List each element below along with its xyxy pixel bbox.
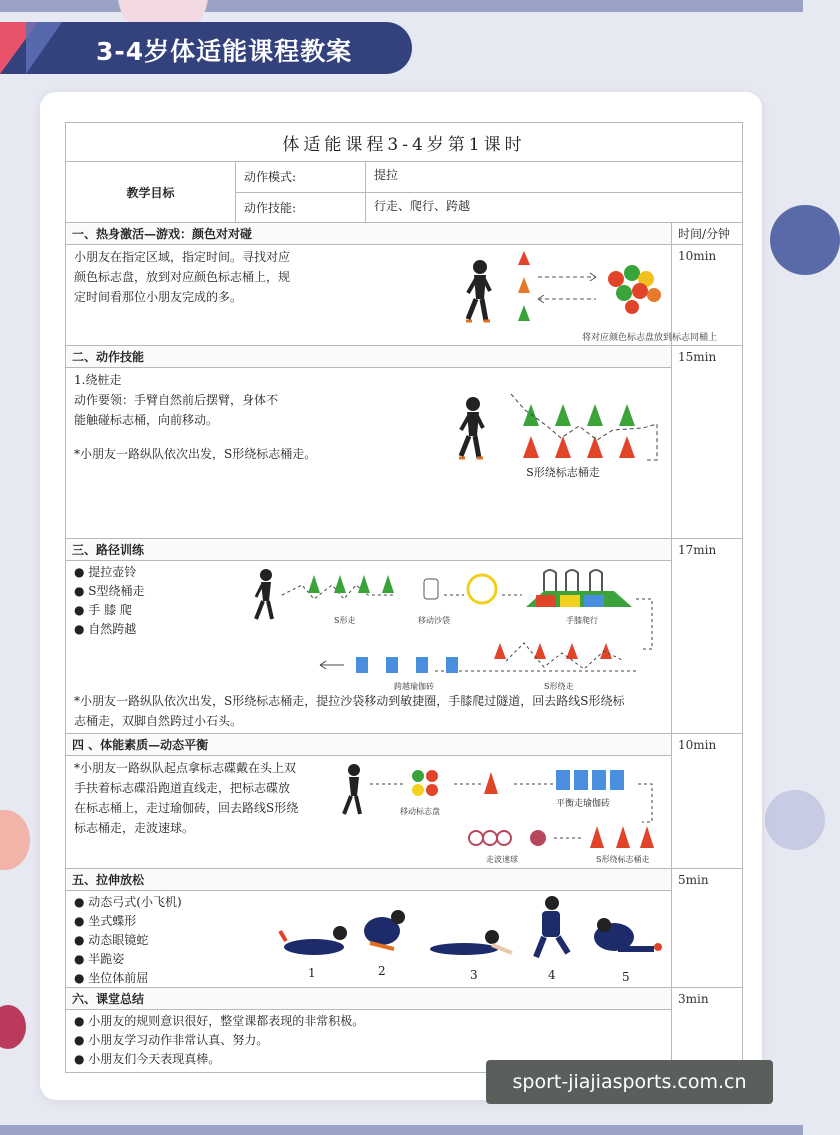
cone-red (518, 251, 530, 265)
movement-mode-value: 提拉 (366, 162, 743, 193)
document-title: 体适能课程3-4岁第1课时 (66, 123, 743, 162)
child-figure (459, 397, 483, 458)
section-description: 1.绕桩走 动作要领：手臂自然前后摆臂，身体不 能触碰标志桶，向前移动。 *小朋友一路纵队依次出发，S形绕标志桶走。 (74, 373, 317, 461)
list-item: ● 半跪姿 (74, 952, 125, 966)
list-item: ● 小朋友的规则意识很好，整堂课都表现的非常积极。 (74, 1014, 365, 1028)
decor-circle (770, 205, 840, 275)
agility-ring (468, 575, 496, 603)
bosu-balls (469, 830, 546, 846)
list-item: ● 坐式蝶形 (74, 914, 137, 928)
section-time: 10min (672, 245, 743, 346)
marker-disc-cluster (608, 265, 661, 314)
section-time: 5min (672, 869, 743, 988)
svg-text:2: 2 (378, 964, 386, 978)
svg-text:4: 4 (548, 968, 556, 982)
movement-skill-value: 行走、爬行、跨越 (366, 193, 743, 223)
child-figure (256, 569, 272, 619)
cone-green (518, 305, 530, 321)
child-figure (466, 260, 490, 321)
section-title: 三、路径训练 (66, 539, 672, 561)
stretch-pose-1 (280, 926, 347, 955)
diagram-caption: 手膝爬行 (566, 616, 598, 625)
watermark-badge: sport-jiajiasports.com.cn (486, 1060, 773, 1104)
movement-skill-label: 动作技能: (236, 193, 366, 223)
svg-text:5: 5 (622, 970, 630, 984)
list-item: ● 动态弓式(小飞机) (74, 895, 182, 909)
section-note: *小朋友一路纵队依次出发，S形绕标志桶走，提拉沙袋移动到敏捷圈，手膝爬过隧道，回去路线S形绕标 志桶走，双脚自然跨过小石头。 (74, 694, 625, 728)
decor-circle (0, 810, 30, 870)
diagram-caption: S形走 (334, 616, 356, 625)
section-title: 四 、体能素质—动态平衡 (66, 734, 672, 756)
stretch-pose-5 (594, 918, 662, 951)
diagram-caption: S形绕标志桶走 (526, 466, 600, 479)
kettlebell-sandbag (424, 579, 438, 599)
marker-disc-cluster (412, 770, 438, 796)
balance-course-diagram (334, 756, 674, 866)
section-title: 五、拉伸放松 (66, 869, 672, 891)
section-time: 17min (672, 539, 743, 734)
list-item: ● 提拉壶铃 (74, 565, 137, 579)
diagram-caption: 平衡走瑜伽砖 (556, 799, 611, 809)
list-item: ● 手 膝 爬 (74, 603, 132, 617)
crawl-tunnel (526, 570, 632, 607)
list-item: ● 小朋友学习动作非常认真、努力。 (74, 1033, 269, 1047)
section-time: 15min (672, 346, 743, 539)
diagram-caption: 将对应颜色标志盘放到标志同桶上 (582, 333, 718, 343)
diagram-caption: 移动标志盘 (400, 807, 440, 816)
stretch-pose-4 (536, 896, 568, 957)
banner-accent (26, 22, 62, 74)
list-item: ● 坐位体前屈 (74, 971, 149, 985)
section-description: 小朋友在指定区域，指定时间。寻找对应 颜色标志盘，放到对应颜色标志桶上，规 定时间看那位小朋友完成的多。 (74, 250, 291, 304)
weave-cones-diagram (451, 390, 681, 490)
section-time: 3min (672, 988, 743, 1073)
section-title: 二、动作技能 (66, 346, 672, 368)
page-title: 3-4岁体适能课程教案 (96, 37, 353, 66)
movement-mode-label: 动作模式: (236, 162, 366, 193)
diagram-caption: 跨越瑜伽砖 (394, 682, 434, 691)
list-item: ● 自然跨越 (74, 622, 137, 636)
diagram-caption: S形绕走 (544, 682, 574, 691)
svg-text:1: 1 (308, 966, 316, 980)
list-item: ● 小朋友们今天表现真棒。 (74, 1052, 221, 1066)
section-time: 10min (672, 734, 743, 869)
list-item: ● 动态眼镜蛇 (74, 933, 149, 947)
objective-label: 教学目标 (66, 162, 236, 223)
svg-text:3: 3 (470, 968, 478, 982)
decor-circle (765, 790, 825, 850)
time-header: 时间/分钟 (672, 223, 743, 245)
cone-orange (518, 277, 530, 293)
list-item: ● S型绕桶走 (74, 584, 145, 598)
bullet-list (74, 563, 145, 639)
diagram-caption: 移动沙袋 (418, 616, 450, 625)
bullet-list (74, 893, 182, 988)
obstacle-course-diagram (244, 561, 674, 691)
child-figure (344, 764, 360, 814)
decor-circle (0, 1005, 26, 1049)
stretch-pose-3 (430, 930, 512, 955)
stretch-pose-2 (364, 910, 405, 949)
section-title: 一、热身激活—游戏：颜色对对碰 (66, 223, 672, 245)
diagram-caption: 走波速球 (486, 855, 518, 864)
diagram-caption: S形绕标志桶走 (596, 855, 650, 864)
bottom-border (0, 1125, 803, 1135)
lesson-plan-table (65, 122, 743, 1073)
section-description: *小朋友一路纵队起点拿标志碟戴在头上双 手扶着标志碟沿跑道直线走，把标志碟放 在标志桶上，走过瑜伽砖，回去路线S形绕 标志桶走，走波速球。 (74, 761, 299, 835)
section-title: 六、课堂总结 (66, 988, 672, 1010)
stretch-poses-diagram (274, 891, 674, 987)
